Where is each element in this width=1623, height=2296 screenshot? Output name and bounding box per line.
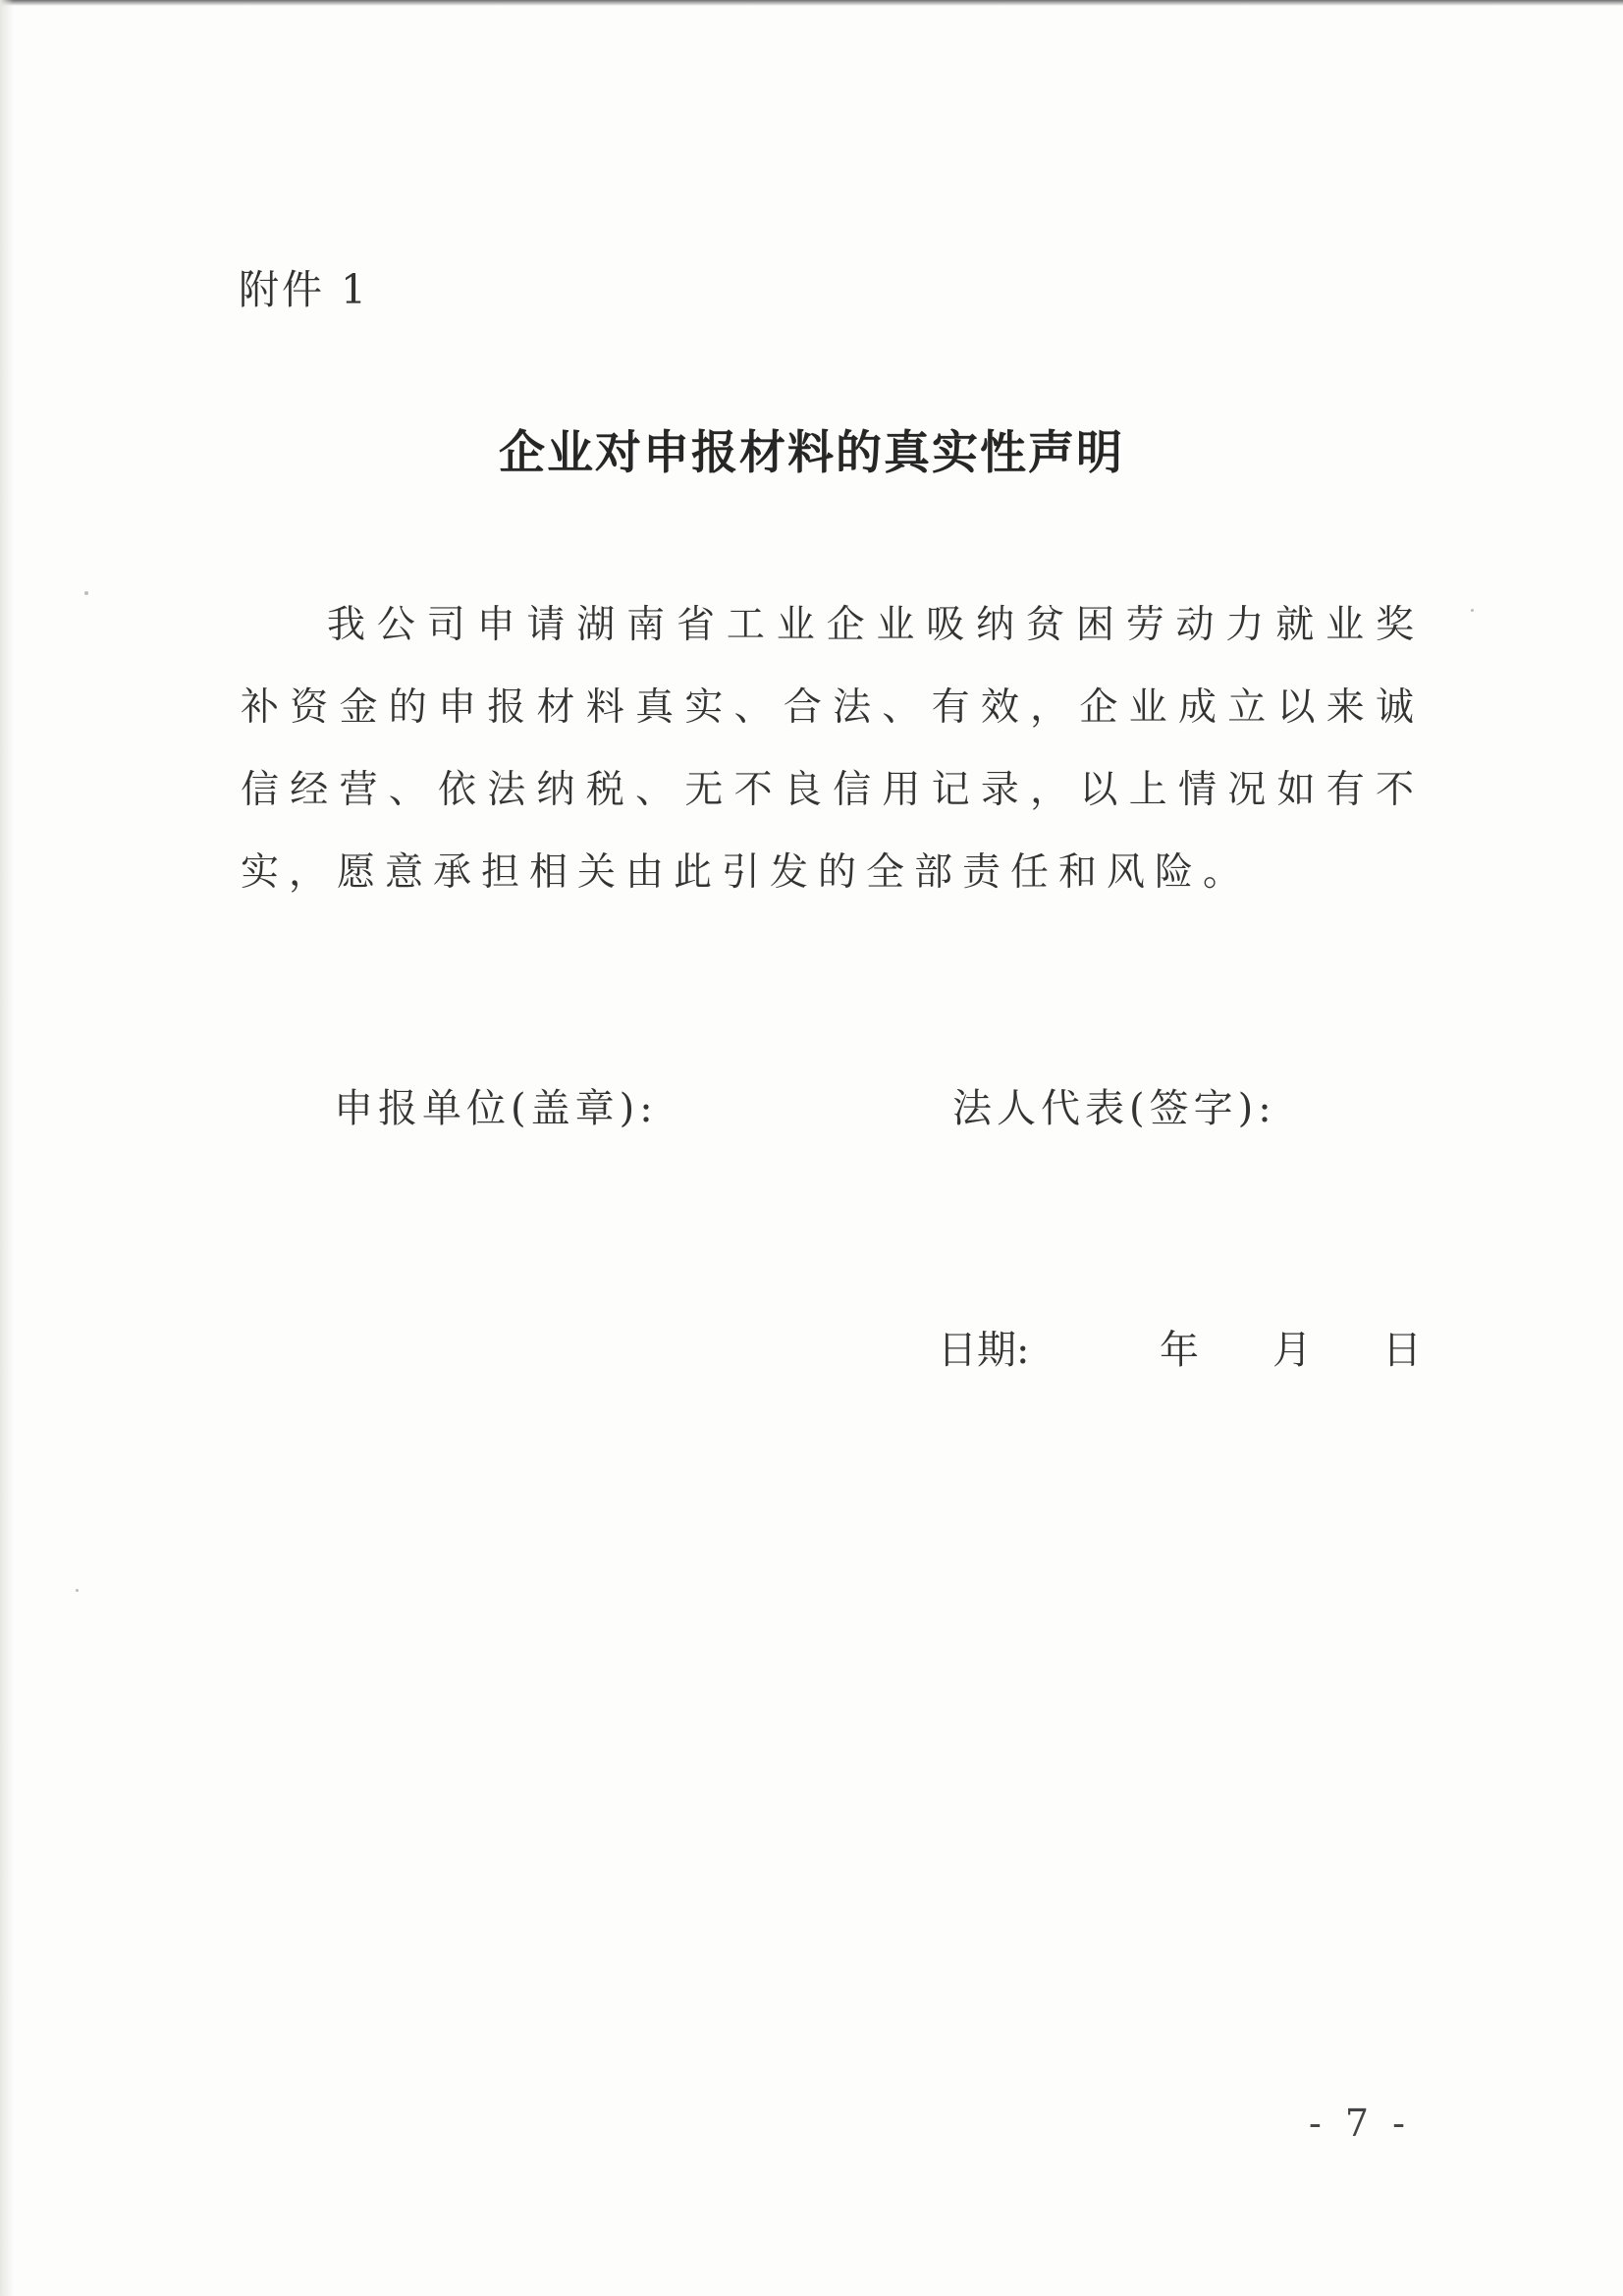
- scan-edge-top: [0, 0, 1623, 6]
- date-day-label: 日: [1382, 1328, 1422, 1373]
- page-number: - 7 -: [1309, 2102, 1412, 2145]
- date-year-label: 年: [1160, 1328, 1199, 1373]
- legal-representative-signature-label: 法人代表(签字):: [952, 1086, 1276, 1131]
- document-title-text: 企业对申报材料的真实性声明: [499, 426, 1124, 480]
- date-label: 日期:: [938, 1328, 1030, 1373]
- scan-speck: [1471, 609, 1474, 612]
- applicant-seal-label: 申报单位(盖章):: [334, 1086, 658, 1131]
- document-title: [0, 416, 1623, 482]
- scan-edge-left: [0, 0, 14, 2296]
- scan-speck: [84, 591, 88, 595]
- date-month-label: 月: [1272, 1328, 1312, 1373]
- attachment-label: 附件 1: [239, 266, 370, 313]
- declaration-body: 我公司申请湖南省工业企业吸纳贫困劳动力就业奖补资金的申报材料真实、合法、有效，企业成立以来诚信经营、依法纳税、无不良信用记录，以上情况如有不实，愿意承担相关由此引发的全部责任和风险。: [241, 603, 1424, 895]
- scan-speck: [76, 1589, 79, 1592]
